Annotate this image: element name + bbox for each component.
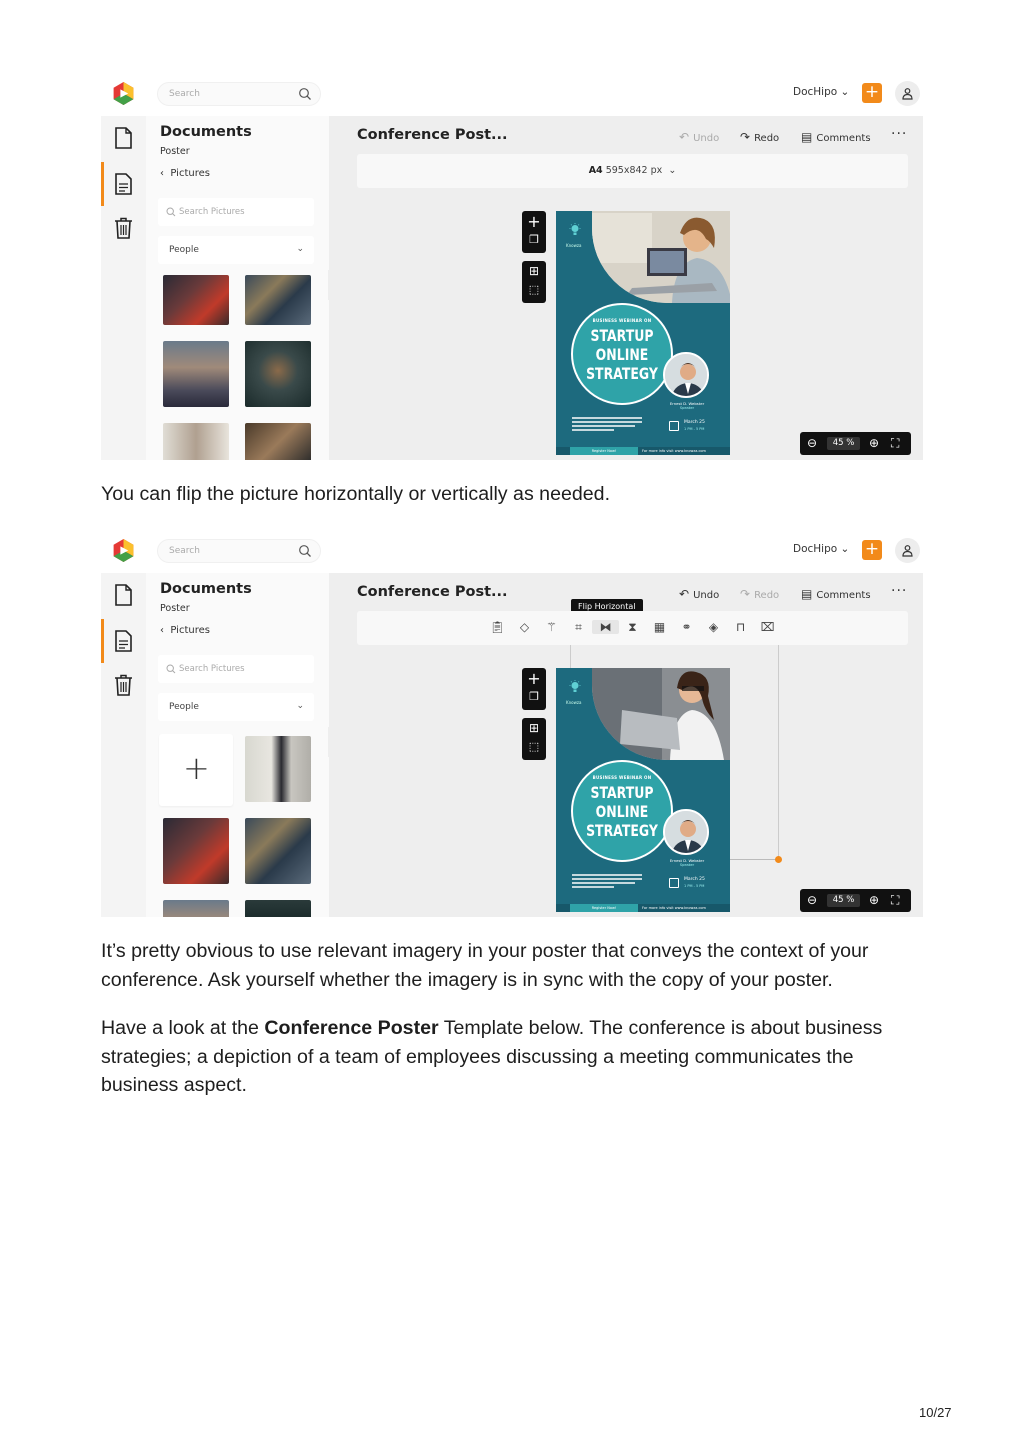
comments-button[interactable]: [801, 587, 871, 601]
fullscreen-icon[interactable]: ⛶: [891, 893, 900, 907]
category-value: People: [169, 245, 199, 255]
select-area-icon[interactable]: ⬚: [528, 283, 540, 296]
documents-icon: [114, 173, 133, 195]
panel-subtitle: Poster: [160, 603, 190, 614]
picture-thumbnail[interactable]: [245, 736, 311, 802]
poster-headline-line: STARTUP: [590, 783, 654, 802]
add-page-toolbar: [522, 668, 546, 710]
eraser-icon[interactable]: ◇: [519, 620, 530, 634]
add-page-icon[interactable]: +: [527, 669, 541, 688]
comment-icon: ▤: [801, 587, 813, 601]
poster-preview[interactable]: [556, 211, 730, 455]
poster-info: For more info visit www.knowza.com: [642, 906, 706, 910]
chevron-left-icon: ‹: [160, 625, 171, 636]
image-toolbar: [357, 611, 908, 645]
search-icon: [166, 664, 176, 674]
paragraph: [101, 1014, 923, 1100]
search-icon[interactable]: [298, 87, 312, 101]
search-placeholder: Search: [169, 89, 200, 99]
panel-subtitle: Poster: [160, 146, 190, 157]
picture-thumbnail[interactable]: [163, 341, 229, 407]
flip-vertical-icon[interactable]: ⧗: [628, 620, 637, 634]
flip-horizontal-tooltip: Flip Horizontal: [571, 599, 643, 614]
woman-laptop-image: [592, 211, 730, 303]
editor-area: [329, 116, 923, 460]
lightbulb-logo-icon: [569, 680, 581, 694]
pictures-panel: [146, 573, 329, 917]
chevron-down-icon: ⌄: [296, 244, 304, 254]
poster-headline: [584, 326, 660, 383]
document-icon: [114, 127, 133, 149]
poster-description: [572, 874, 642, 894]
add-page-toolbar: [522, 211, 546, 253]
poster-headline-line: STRATEGY: [586, 821, 658, 840]
poster-kicker: BUSINESS WEBINAR ON: [592, 775, 652, 780]
zoom-in-icon[interactable]: ⊕: [869, 436, 880, 450]
user-icon: [901, 544, 914, 557]
back-to-pictures[interactable]: [160, 168, 210, 179]
redo-label: Redo: [754, 133, 780, 144]
poster-headline-line: STRATEGY: [586, 364, 658, 383]
panel-title: Documents: [160, 581, 252, 597]
flip-horizontal-icon[interactable]: ⧓: [592, 620, 619, 634]
picture-thumbnail[interactable]: [245, 275, 311, 325]
trash-icon[interactable]: ⌧: [760, 620, 775, 634]
search-input[interactable]: [157, 539, 321, 563]
redo-label: Redo: [754, 590, 780, 601]
grid-icon[interactable]: ⊞: [528, 264, 540, 278]
picture-thumbnail[interactable]: [245, 818, 311, 884]
comments-label: Comments: [816, 133, 871, 144]
picture-thumbnail[interactable]: [245, 423, 311, 460]
alignment-guide: [570, 645, 571, 668]
poster-time: 1 PM - 5 PM: [684, 427, 705, 431]
account-menu[interactable]: [793, 543, 849, 555]
paragraph-text: Template below. The conference is about business strategies; a depiction of a team of employees discussing a meeting communicates the business aspect.: [101, 1017, 883, 1096]
alignment-guide: [778, 645, 779, 860]
back-label: Pictures: [170, 625, 210, 636]
panel-title: Documents: [160, 124, 252, 140]
picture-search-input[interactable]: [158, 655, 314, 683]
poster-title-circle: [571, 760, 673, 862]
picture-thumbnail[interactable]: [163, 275, 229, 325]
poster-preview[interactable]: [556, 668, 730, 912]
poster-brand: Knowza: [566, 243, 582, 248]
comment-icon: ▤: [801, 130, 813, 144]
search-placeholder: Search: [169, 546, 200, 556]
duplicate-page-icon[interactable]: ❐: [529, 233, 539, 246]
poster-photo[interactable]: [592, 668, 730, 760]
paragraph-text: Have a look at the: [101, 1017, 265, 1039]
chevron-left-icon: ‹: [160, 168, 171, 179]
page-size-selector[interactable]: [357, 165, 908, 176]
grid-icon[interactable]: ⊞: [528, 721, 540, 735]
page-size-name: A4: [588, 165, 603, 176]
poster-kicker: BUSINESS WEBINAR ON: [592, 318, 652, 323]
poster-brand: Knowza: [566, 700, 582, 705]
zoom-controls: [800, 432, 911, 455]
woman-laptop-image: [592, 668, 730, 760]
redo-button[interactable]: [740, 587, 779, 601]
poster-date: March 25: [684, 420, 705, 425]
poster-date: March 25: [684, 877, 705, 882]
more-options-icon[interactable]: ···: [891, 126, 908, 142]
magic-wand-icon[interactable]: ⚚: [546, 620, 557, 634]
redo-button[interactable]: [740, 130, 779, 144]
paragraph: It’s pretty obvious to use relevant imagery in your poster that conveys the context of your conference. Ask yourself whether the imagery is in sync with the copy of your poster.: [101, 940, 869, 991]
poster-headline-line: ONLINE: [595, 345, 649, 364]
search-icon: [166, 207, 176, 217]
screenshot-editor-2: [101, 537, 923, 917]
search-input[interactable]: [157, 82, 321, 106]
page-size-dims: 595x842 px: [605, 165, 663, 176]
undo-button[interactable]: [679, 130, 719, 144]
category-select[interactable]: [158, 693, 314, 721]
top-bar: [101, 80, 923, 116]
poster-date-block: [684, 877, 705, 889]
redo-icon: ↷: [740, 587, 751, 601]
poster-footer: [556, 904, 730, 912]
comments-label: Comments: [816, 590, 871, 601]
poster-photo[interactable]: [592, 211, 730, 303]
paragraph: You can flip the picture horizontally or vertically as needed.: [101, 483, 611, 505]
poster-info: For more info visit www.knowza.com: [642, 449, 706, 453]
poster-headline-line: STARTUP: [590, 326, 654, 345]
undo-label: Undo: [693, 590, 720, 601]
account-name: DocHipo: [793, 86, 838, 98]
zoom-out-icon[interactable]: ⊖: [807, 893, 818, 907]
layers-icon[interactable]: ◈: [708, 620, 719, 634]
undo-button[interactable]: [679, 587, 719, 601]
screenshot-editor-1: [101, 80, 923, 460]
resize-handle[interactable]: [775, 856, 782, 863]
avatar[interactable]: [895, 538, 920, 563]
calendar-icon: [669, 421, 679, 431]
picture-thumbnail[interactable]: [163, 818, 229, 884]
template-name: Conference Poster: [264, 1017, 439, 1039]
picture-search-placeholder: Search Pictures: [179, 207, 245, 217]
zoom-level[interactable]: 45 %: [827, 894, 860, 907]
grid-toolbar: [522, 261, 546, 303]
poster-footer: [556, 447, 730, 455]
undo-label: Undo: [693, 133, 720, 144]
rail-item-trash[interactable]: [101, 663, 146, 707]
speaker-role: Speaker: [679, 406, 695, 410]
chevron-down-icon: ⌄: [840, 86, 850, 98]
select-area-icon[interactable]: ⬚: [528, 740, 540, 753]
rail-item-new-document[interactable]: [101, 573, 146, 617]
category-value: People: [169, 702, 199, 712]
poster-headline: [584, 783, 660, 840]
account-name: DocHipo: [793, 543, 838, 555]
clipboard-icon[interactable]: 📋︎: [489, 620, 506, 634]
more-options-icon[interactable]: ···: [891, 583, 908, 599]
picture-thumbnail[interactable]: [163, 423, 229, 460]
trash-icon: [114, 217, 133, 239]
chevron-down-icon: ⌄: [296, 701, 304, 711]
redo-icon: ↷: [740, 130, 751, 144]
crop-icon[interactable]: ⌗: [575, 620, 582, 634]
dochipo-logo[interactable]: [111, 81, 136, 106]
grid-toolbar: [522, 718, 546, 760]
editor-area: [329, 573, 923, 917]
link-icon[interactable]: ⚭: [681, 620, 692, 634]
picture-thumbnail[interactable]: [163, 900, 229, 917]
rail-item-documents[interactable]: [101, 619, 146, 663]
page-size-bar[interactable]: [357, 154, 908, 188]
rail-item-documents[interactable]: [101, 162, 146, 206]
speaker-photo[interactable]: [663, 809, 709, 855]
duplicate-page-icon[interactable]: ❐: [529, 690, 539, 703]
undo-icon: ↶: [679, 587, 690, 601]
poster-description: [572, 417, 642, 437]
document-icon: [114, 584, 133, 606]
zoom-in-icon[interactable]: ⊕: [869, 893, 880, 907]
fullscreen-icon[interactable]: ⛶: [891, 436, 900, 450]
document-title[interactable]: Conference Post...: [357, 584, 508, 600]
document-title[interactable]: Conference Post...: [357, 127, 508, 143]
poster-date-block: [684, 420, 705, 432]
rail-item-trash[interactable]: [101, 206, 146, 250]
back-to-pictures[interactable]: [160, 625, 210, 636]
upload-picture-button[interactable]: [159, 734, 233, 806]
speaker-image: [665, 354, 709, 398]
transparency-icon[interactable]: ▦: [653, 620, 666, 634]
comments-button[interactable]: [801, 130, 871, 144]
zoom-controls: [800, 889, 911, 912]
zoom-level[interactable]: 45 %: [827, 437, 860, 450]
category-select[interactable]: [158, 236, 314, 264]
speaker-image: [665, 811, 709, 855]
chevron-down-icon: ⌄: [668, 165, 677, 176]
create-button[interactable]: +: [862, 83, 882, 103]
rail-item-new-document[interactable]: [101, 116, 146, 160]
create-button[interactable]: +: [862, 540, 882, 560]
left-rail: [101, 116, 146, 460]
poster-headline-line: ONLINE: [595, 802, 649, 821]
trash-icon: [114, 674, 133, 696]
top-bar: [101, 537, 923, 573]
dochipo-logo[interactable]: [111, 538, 136, 563]
lock-icon[interactable]: ⊓: [735, 620, 746, 634]
add-page-icon[interactable]: +: [527, 212, 541, 231]
page-number: 10/27: [919, 1405, 952, 1420]
pictures-panel: [146, 116, 329, 460]
search-icon[interactable]: [298, 544, 312, 558]
zoom-out-icon[interactable]: ⊖: [807, 436, 818, 450]
plus-icon: +: [183, 749, 210, 787]
documents-icon: [114, 630, 133, 652]
picture-search-placeholder: Search Pictures: [179, 664, 245, 674]
avatar[interactable]: [895, 81, 920, 106]
calendar-icon: [669, 878, 679, 888]
speaker-name: Ernest D. Webster: [669, 858, 705, 863]
left-rail: [101, 573, 146, 917]
picture-thumbnail[interactable]: [245, 341, 311, 407]
undo-icon: ↶: [679, 130, 690, 144]
picture-thumbnail[interactable]: [245, 900, 311, 917]
account-menu[interactable]: [793, 86, 849, 98]
user-icon: [901, 87, 914, 100]
poster-register: Register Now!: [570, 904, 638, 912]
speaker-role: Speaker: [679, 863, 695, 867]
speaker-name: Ernest D. Webster: [669, 401, 705, 406]
chevron-down-icon: ⌄: [840, 543, 850, 555]
poster-title-circle: [571, 303, 673, 405]
lightbulb-logo-icon: [569, 223, 581, 237]
poster-time: 1 PM - 5 PM: [684, 884, 705, 888]
poster-register: Register Now!: [570, 447, 638, 455]
speaker-photo[interactable]: [663, 352, 709, 398]
picture-search-input[interactable]: [158, 198, 314, 226]
back-label: Pictures: [170, 168, 210, 179]
